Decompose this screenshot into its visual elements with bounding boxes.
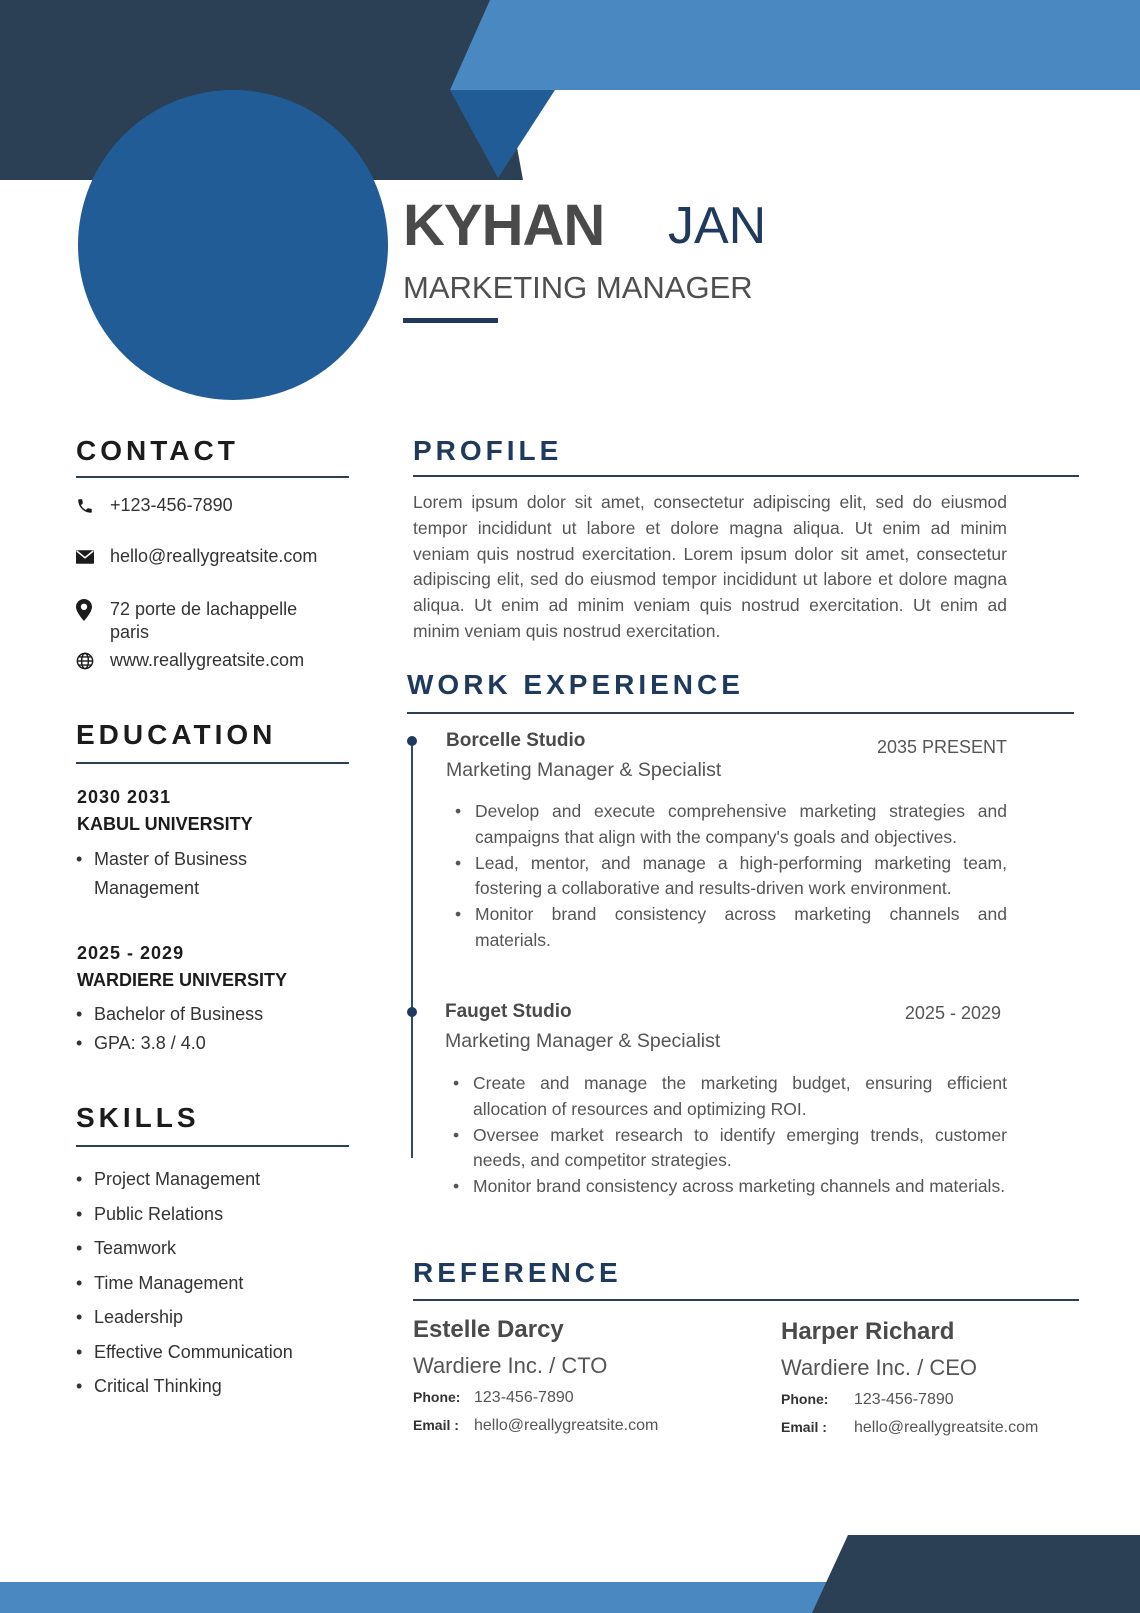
skill-item: • Teamwork <box>76 1231 356 1266</box>
education-heading: EDUCATION <box>76 719 277 750</box>
timeline-dot <box>407 1007 417 1017</box>
skill-item: • Time Management <box>76 1266 356 1301</box>
work-experience-divider <box>407 712 1074 714</box>
contact-address <box>76 598 297 644</box>
skill-item: • Project Management <box>76 1162 356 1197</box>
job-duties <box>455 799 1007 954</box>
contact-divider <box>76 476 349 478</box>
reference-heading: REFERENCE <box>413 1257 622 1288</box>
education-school: WARDIERE UNIVERSITY <box>77 970 288 990</box>
skills-list <box>76 1162 356 1404</box>
list-item: • Master of Business Management <box>76 845 356 903</box>
contact-email-text[interactable]: hello@reallygreatsite.com <box>110 546 318 566</box>
contact-heading: CONTACT <box>76 435 239 466</box>
company-name: Borcelle Studio <box>446 730 586 751</box>
footer-navy-band <box>812 1535 1140 1613</box>
reference-card <box>781 1317 1121 1439</box>
first-name: KYHAN <box>403 193 605 258</box>
skill-item: • Effective Communication <box>76 1335 356 1370</box>
reference-name: Harper Richard <box>781 1318 955 1345</box>
profile-heading: PROFILE <box>413 435 563 466</box>
location-pin-icon <box>76 598 110 621</box>
reference-phone-value: 123-456-7890 <box>474 1389 574 1406</box>
email-label: Email : <box>781 1419 827 1435</box>
list-item: • GPA: 3.8 / 4.0 <box>76 1029 356 1058</box>
education-details <box>76 1000 356 1058</box>
education-years: 2030 2031 <box>77 787 172 807</box>
reference-name: Estelle Darcy <box>413 1316 564 1343</box>
job-role: Marketing Manager & Specialist <box>445 1030 721 1052</box>
list-item: • Lead, mentor, and manage a high-performing marketing team, fostering a collaborative and results-driven work environment. <box>455 851 1007 903</box>
company-name: Fauget Studio <box>445 1001 572 1022</box>
mail-icon <box>76 545 110 568</box>
skill-item: • Leadership <box>76 1300 356 1335</box>
profile-text: Lorem ipsum dolor sit amet, consectetur adipiscing elit, sed do eiusmod tempor incididunt ut labore et dolore magna aliqua. Ut enim ad minim veniam quis nostrud exercitation. Lorem ipsum dolor sit amet, consectetur adipiscing elit, sed do eiusmod tempor incididunt ut labore et dolore magna aliqua. Ut enim ad minim veniam quis nostrud exercitation. Ut enim ad minim veniam quis nostrud exercitation. <box>413 492 1007 641</box>
contact-address-text <box>110 598 297 644</box>
address-line-2: paris <box>110 622 150 642</box>
list-item: • Monitor brand consistency across marketing channels and materials. <box>455 902 1007 954</box>
work-experience-heading: WORK EXPERIENCE <box>407 669 744 700</box>
job-title: MARKETING MANAGER <box>403 270 753 305</box>
list-item: • Oversee market research to identify emerging trends, customer needs, and competitor strategies. <box>453 1123 1007 1175</box>
skill-item: • Public Relations <box>76 1197 356 1232</box>
reference-email <box>781 1416 1121 1439</box>
address-line-1: 72 porte de lachappelle <box>110 599 298 619</box>
footer-blue-band <box>0 1582 900 1613</box>
title-underline <box>403 318 498 323</box>
phone-label: Phone: <box>781 1391 829 1407</box>
reference-email <box>413 1414 753 1437</box>
profile-divider <box>413 475 1079 477</box>
skills-divider <box>76 1145 349 1147</box>
reference-phone <box>413 1386 753 1409</box>
contact-website-text[interactable]: www.reallygreatsite.com <box>110 650 305 670</box>
last-name: JAN <box>668 197 767 255</box>
profile-photo-circle <box>78 90 388 400</box>
education-details <box>76 845 356 903</box>
list-item: • Create and manage the marketing budget, ensuring efficient allocation of resources and optimizing ROI. <box>453 1071 1007 1123</box>
list-item: • Develop and execute comprehensive marketing strategies and campaigns that align with the company's goals and objectives. <box>455 799 1007 851</box>
reference-phone <box>781 1388 1121 1411</box>
education-school: KABUL UNIVERSITY <box>77 814 253 834</box>
contact-email <box>76 545 317 568</box>
phone-icon <box>76 494 110 517</box>
education-divider <box>76 762 349 764</box>
list-item: • Monitor brand consistency across marketing channels and materials. <box>453 1174 1007 1200</box>
phone-label: Phone: <box>413 1389 461 1405</box>
reference-org: Wardiere Inc. / CTO <box>413 1353 608 1378</box>
list-item: • Bachelor of Business <box>76 1000 356 1029</box>
education-years: 2025 - 2029 <box>77 943 185 963</box>
reference-divider <box>413 1299 1079 1301</box>
contact-website <box>76 649 304 672</box>
contact-phone-text: +123-456-7890 <box>110 495 233 515</box>
job-dates: 2035 PRESENT <box>876 737 1007 757</box>
reference-card <box>413 1315 753 1437</box>
timeline-dot <box>407 736 417 746</box>
email-label: Email : <box>413 1417 459 1433</box>
reference-email-value[interactable]: hello@reallygreatsite.com <box>474 1417 659 1434</box>
globe-icon <box>76 649 110 672</box>
job-dates: 2025 - 2029 <box>904 1003 1001 1023</box>
reference-email-value[interactable]: hello@reallygreatsite.com <box>854 1419 1039 1436</box>
contact-phone <box>76 494 233 517</box>
header-blue-band <box>450 0 1140 90</box>
skills-heading: SKILLS <box>76 1102 200 1133</box>
timeline-line <box>411 741 413 1158</box>
job-duties <box>453 1071 1007 1200</box>
reference-org: Wardiere Inc. / CEO <box>781 1355 978 1380</box>
job-role: Marketing Manager & Specialist <box>446 759 722 781</box>
reference-phone-value: 123-456-7890 <box>854 1391 954 1408</box>
skill-item: • Critical Thinking <box>76 1369 356 1404</box>
